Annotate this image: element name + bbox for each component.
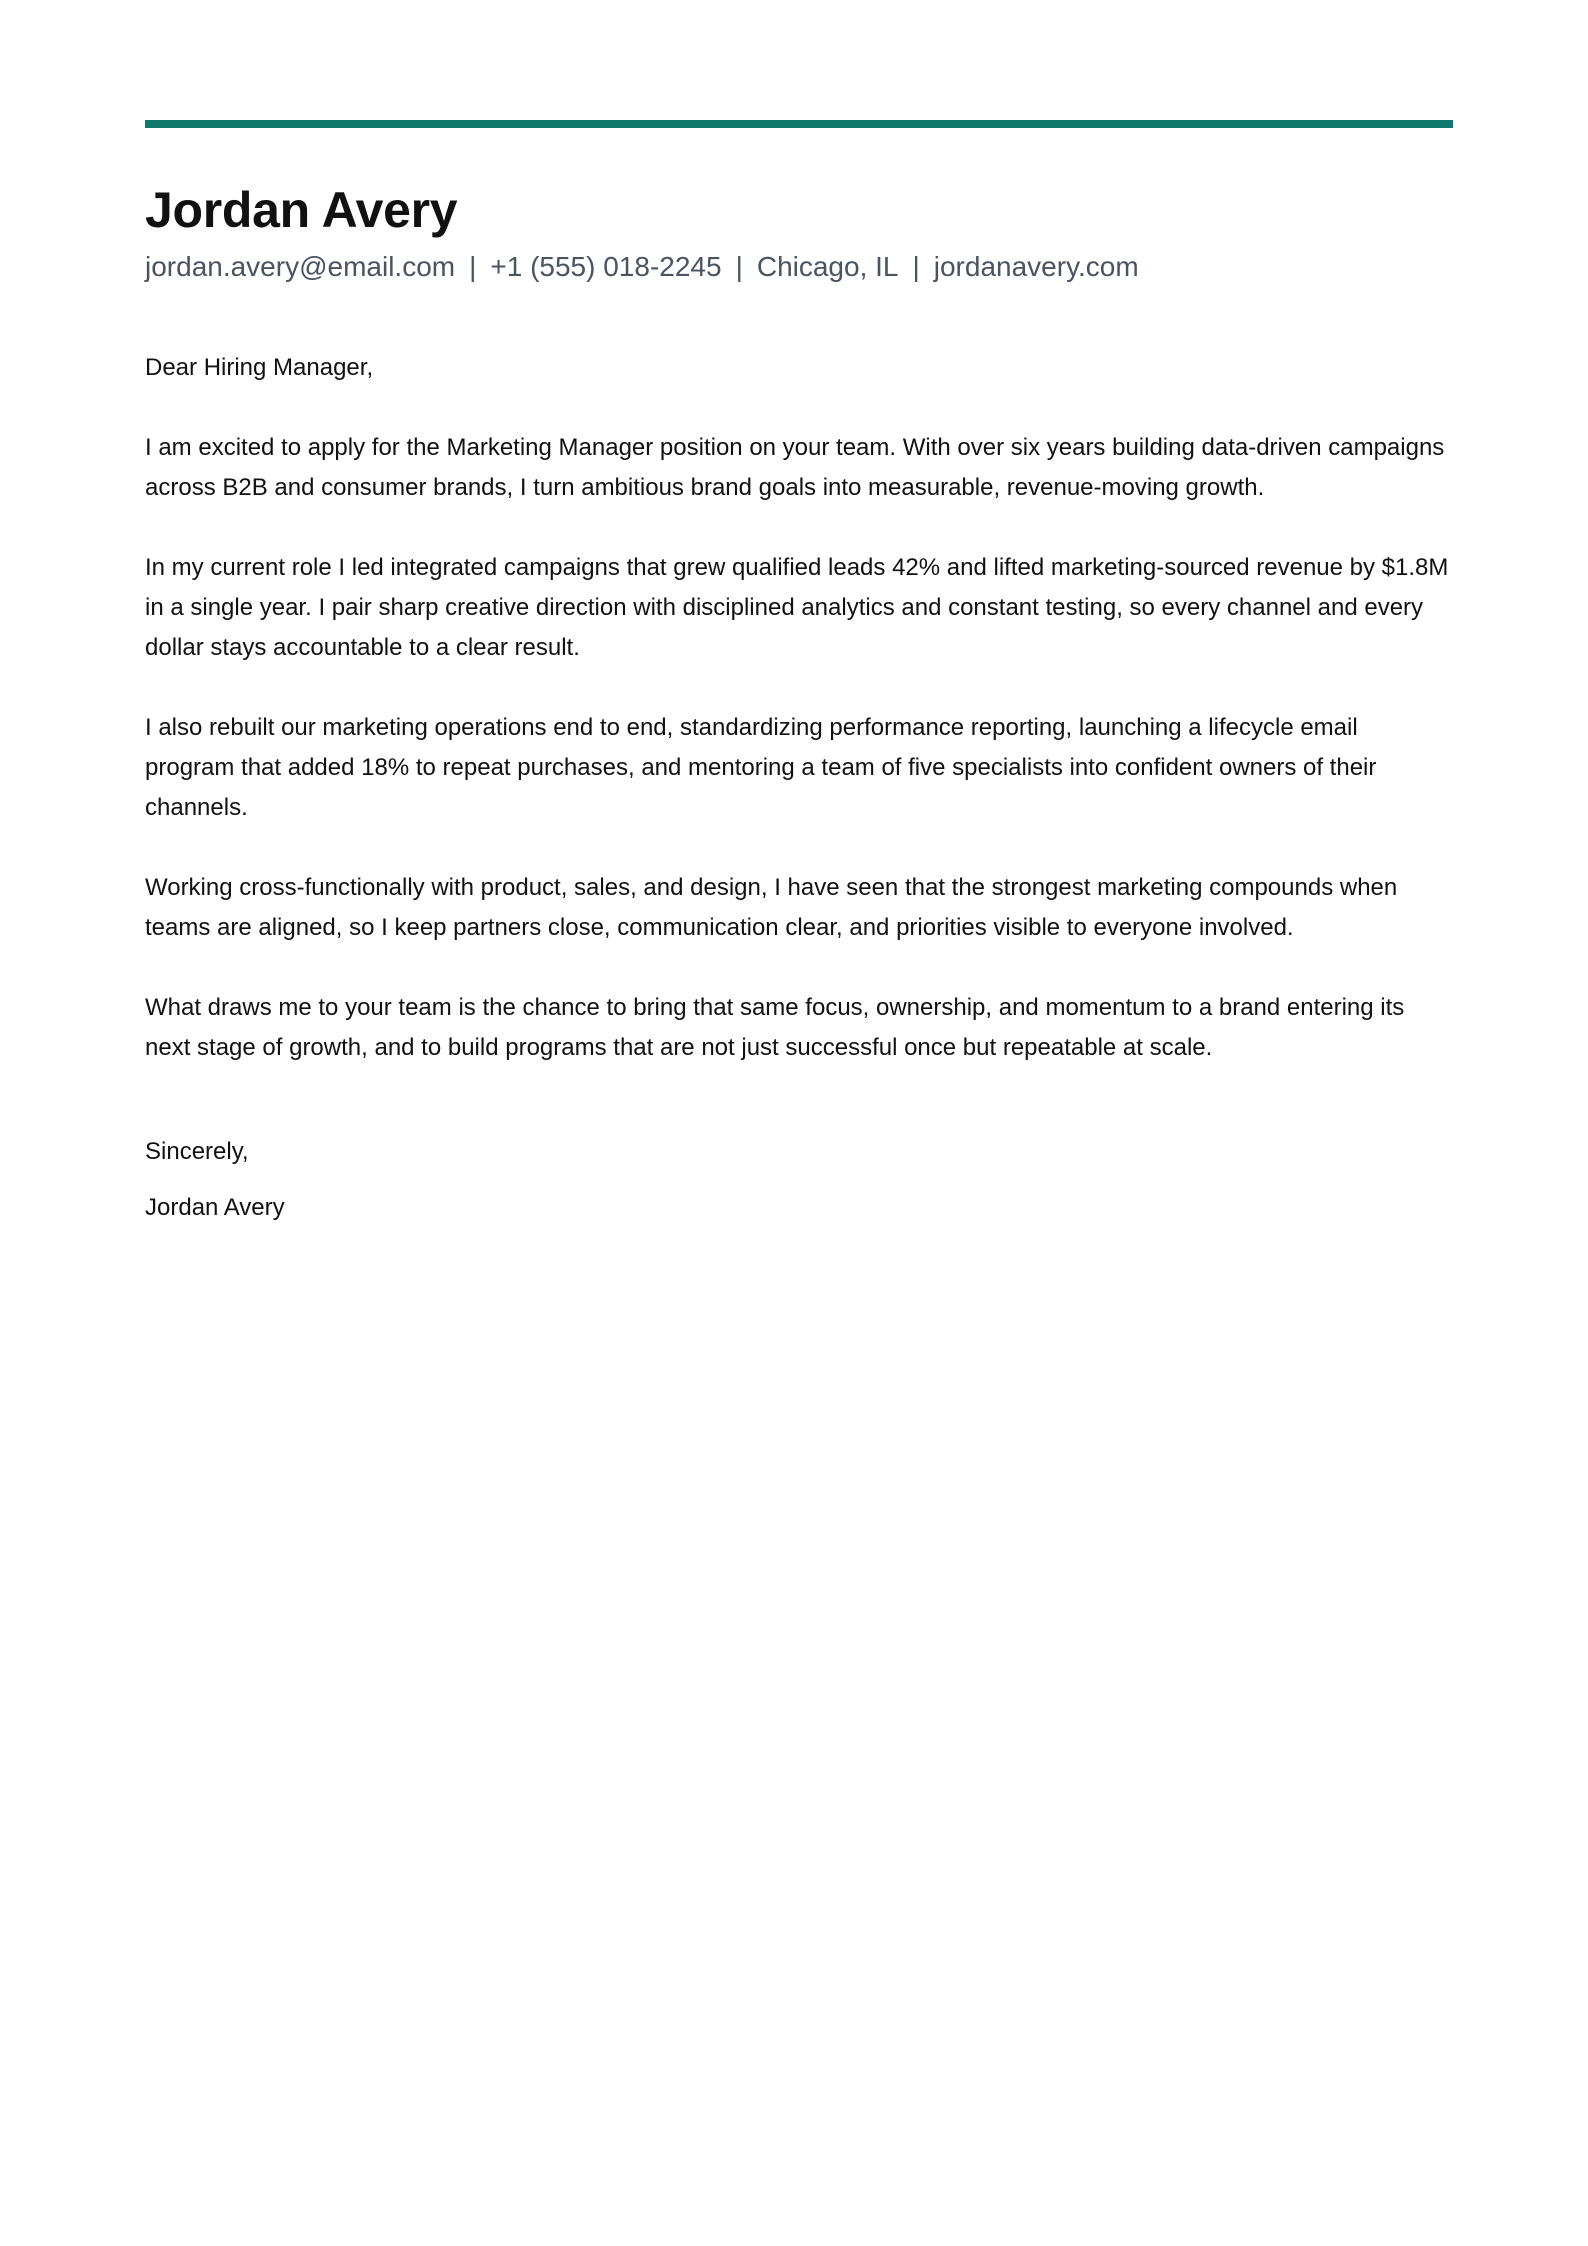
body-paragraph: I am excited to apply for the Marketing Manager position on your team. With over six years building data-driven campaigns across B2B and consumer brands, I turn ambitious brand goals into measurable, revenue-moving growth.	[145, 434, 1445, 501]
contact-location: Chicago, IL	[756, 251, 899, 282]
accent-rule	[145, 120, 1453, 128]
body-paragraph: I also rebuilt our marketing operations end to end, standardizing performance reporting, launching a lifecycle email program that added 18% to repeat purchases, and mentoring a team of five specialists into confident owners of their channels.	[145, 714, 1377, 821]
contact-website: jordanavery.com	[933, 251, 1139, 282]
letter-body	[145, 348, 1453, 1228]
body-paragraph: In my current role I led integrated campaigns that grew qualified leads 42% and lifted marketing-sourced revenue by $1.8M in a single year. I pair sharp creative direction with disciplined analytics and constant testing, so every channel and every dollar stays accountable to a clear result.	[145, 554, 1449, 661]
contact-email: jordan.avery@email.com	[145, 251, 456, 282]
contact-separator: |	[469, 251, 477, 282]
signature: Jordan Avery	[145, 1194, 285, 1221]
contact-line	[145, 248, 1453, 286]
body-paragraph: Working cross-functionally with product, sales, and design, I have seen that the strongest marketing compounds when teams are aligned, so I keep partners close, communication clear, and priorities visible to everyone involved.	[145, 874, 1398, 941]
body-paragraph: What draws me to your team is the chance to bring that same focus, ownership, and momentum to a brand entering its next stage of growth, and to build programs that are not just successful once but repeatable at scale.	[145, 994, 1405, 1061]
contact-separator: |	[912, 251, 920, 282]
contact-separator: |	[735, 251, 743, 282]
letter-page	[145, 120, 1453, 1228]
salutation: Dear Hiring Manager,	[145, 354, 374, 381]
applicant-name: Jordan Avery	[145, 182, 458, 238]
contact-phone: +1 (555) 018-2245	[490, 251, 722, 282]
closing: Sincerely,	[145, 1138, 249, 1165]
